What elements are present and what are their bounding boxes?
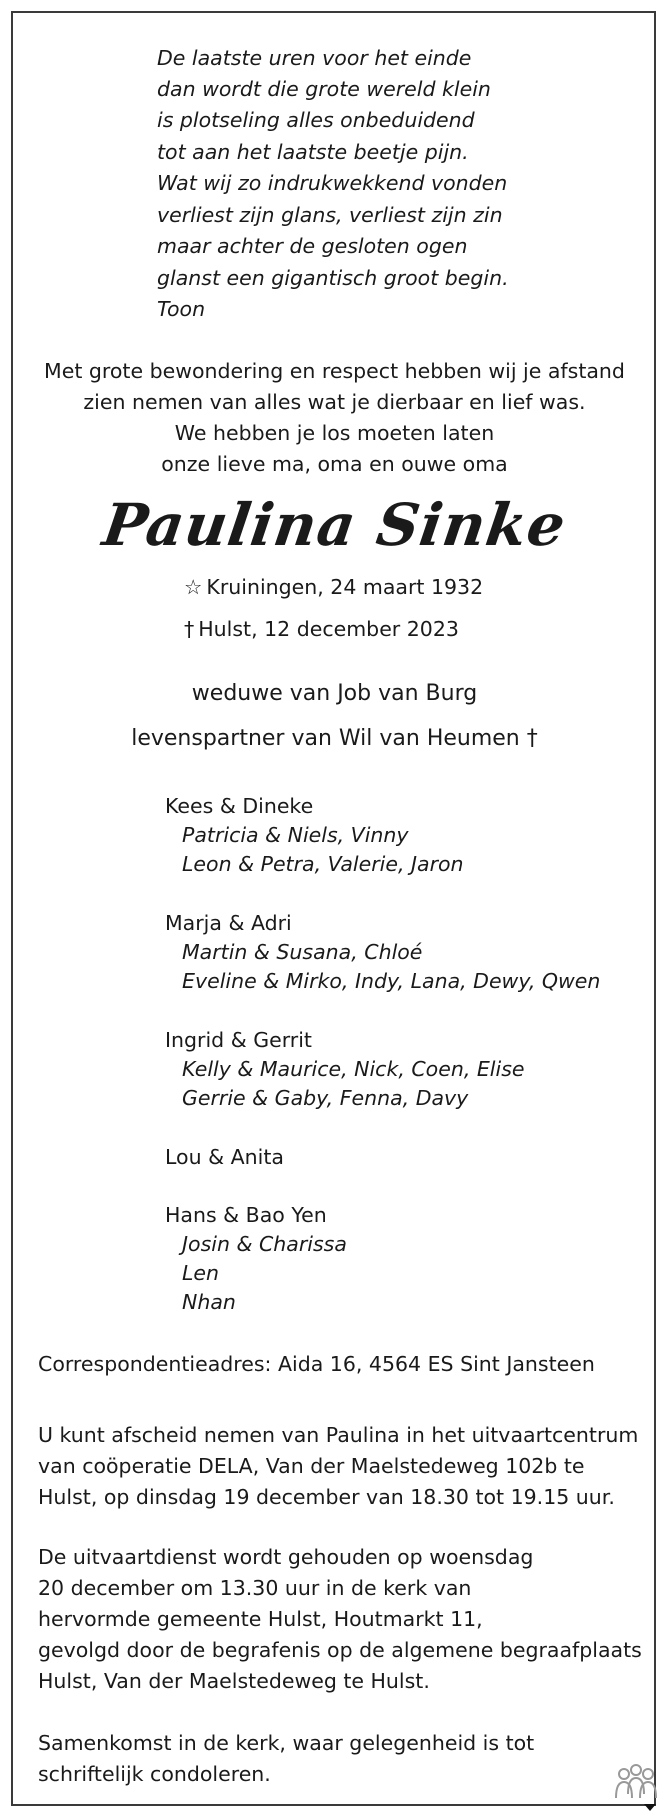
family-head: Lou & Anita (165, 1145, 284, 1169)
family-member: Len (182, 1261, 220, 1285)
family-head: Kees & Dineke (165, 794, 314, 818)
correspondence-address: Correspondentieadres: Aida 16, 4564 ES Sint Jansteen (38, 1352, 595, 1376)
family-head: Hans & Bao Yen (165, 1203, 327, 1227)
poem-line: Wat wij zo indrukwekkend vonden (157, 171, 508, 195)
family-member: Patricia & Niels, Vinny (182, 823, 409, 847)
poem-author: Toon (157, 297, 206, 321)
poem-line: dan wordt die grote wereld klein (157, 77, 491, 101)
family-member: Gerrie & Gaby, Fenna, Davy (182, 1086, 469, 1110)
death-details: Hulst, 12 december 2023 (198, 617, 459, 641)
intro-line: onze lieve ma, oma en ouwe oma (161, 452, 508, 476)
gathering-line: schriftelijk condoleren. (38, 1762, 271, 1786)
family-member: Nhan (182, 1290, 236, 1314)
intro-line: Met grote bewondering en respect hebben wij je afstand (44, 359, 625, 383)
farewell-line: U kunt afscheid nemen van Paulina in het uitvaartcentrum (38, 1423, 639, 1447)
poem-line: tot aan het laatste beetje pijn. (157, 140, 469, 164)
gathering-line: Samenkomst in de kerk, waar gelegenheid is tot (38, 1731, 535, 1755)
family-member: Kelly & Maurice, Nick, Coen, Elise (182, 1057, 525, 1081)
poem-line: verliest zijn glans, verliest zijn zin (157, 203, 503, 227)
intro-line: zien nemen van alles wat je dierbaar en lief was. (83, 390, 586, 414)
intro-line: We hebben je los moeten laten (174, 421, 495, 445)
family-head: Marja & Adri (165, 911, 292, 935)
deceased-name: Paulina Sinke (98, 491, 571, 559)
service-line: De uitvaartdienst wordt gehouden op woensdag (38, 1545, 534, 1569)
service-line: gevolgd door de begrafenis op de algemene begraafplaats (38, 1638, 642, 1662)
death-line (184, 614, 459, 645)
farewell-line: Hulst, op dinsdag 19 december van 18.30 tot 19.15 uur. (38, 1485, 615, 1509)
family-head: Ingrid & Gerrit (165, 1028, 312, 1052)
family-member: Josin & Charissa (182, 1232, 347, 1256)
service-line: 20 december om 13.30 uur in de kerk van (38, 1576, 472, 1600)
family-member: Leon & Petra, Valerie, Jaron (182, 852, 464, 876)
poem-line: De laatste uren voor het einde (157, 46, 472, 70)
people-group-icon (610, 1762, 658, 1812)
cross-icon: † (526, 726, 538, 751)
star-icon: ☆ (184, 575, 203, 599)
cross-icon: † (184, 617, 195, 641)
poem-line: is plotseling alles onbeduidend (157, 108, 475, 132)
family-member: Eveline & Mirko, Indy, Lana, Dewy, Qwen (182, 969, 601, 993)
birth-line (184, 572, 483, 603)
service-line: hervormde gemeente Hulst, Houtmarkt 11, (38, 1607, 483, 1631)
partner-of: levenspartner van Wil van Heumen (131, 726, 520, 751)
family-member: Martin & Susana, Chloé (182, 940, 423, 964)
poem-line: maar achter de gesloten ogen (157, 234, 468, 258)
farewell-line: van coöperatie DELA, Van der Maelstedeweg 102b te (38, 1454, 585, 1478)
birth-details: Kruiningen, 24 maart 1932 (206, 575, 484, 599)
partner-line (0, 723, 669, 754)
widow-of: weduwe van Job van Burg (191, 681, 478, 706)
service-line: Hulst, Van der Maelstedeweg te Hulst. (38, 1669, 430, 1693)
poem-line: glanst een gigantisch groot begin. (157, 266, 509, 290)
